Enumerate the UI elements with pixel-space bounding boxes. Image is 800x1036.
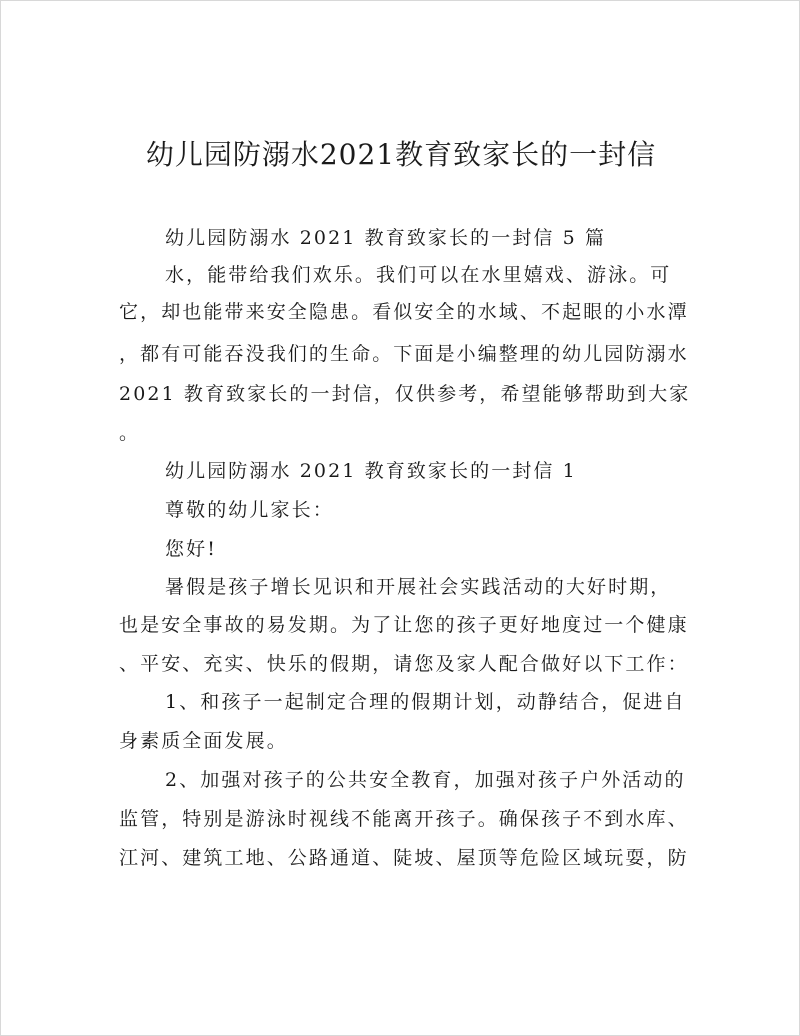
body-line: 也是安全事故的易发期。为了让您的孩子更好地度过一个健康: [119, 614, 689, 636]
list-item: 2、加强对孩子的公共安全教育，加强对孩子户外活动的: [165, 769, 686, 791]
body-line: 、平安、充实、快乐的假期，请您及家人配合做好以下工作：: [119, 653, 689, 675]
list-item: 1、和孩子一起制定合理的假期计划，动静结合，促进自: [165, 691, 686, 713]
body-line: 水，能带给我们欢乐。我们可以在水里嬉戏、游泳。可: [165, 264, 672, 286]
body-line: 暑假是孩子增长见识和开展社会实践活动的大好时期，: [165, 576, 672, 598]
body-line: 。: [119, 422, 141, 444]
list-item-continuation: 监管，特别是游泳时视线不能离开孩子。确保孩子不到水库、: [119, 808, 689, 830]
list-item-continuation: 身素质全面发展。: [119, 730, 288, 752]
subtitle-line: 幼儿园防溺水 2021 教育致家长的一封信 5 篇: [165, 227, 607, 249]
document-title: 幼儿园防溺水2021教育致家长的一封信: [145, 138, 657, 171]
salutation: 尊敬的幼儿家长：: [165, 499, 334, 521]
body-line: 2021 教育致家长的一封信，仅供参考，希望能够帮助到大家: [119, 383, 691, 405]
list-item-continuation: 江河、建筑工地、公路通道、陡坡、屋顶等危险区域玩耍，防: [119, 847, 689, 869]
body-line: ，都有可能吞没我们的生命。下面是小编整理的幼儿园防溺水: [119, 343, 689, 365]
body-line: 它，却也能带来安全隐患。看似安全的水域、不起眼的小水潭: [119, 301, 689, 323]
letter-heading: 幼儿园防溺水 2021 教育致家长的一封信 1: [165, 460, 577, 482]
greeting: 您好!: [165, 538, 217, 560]
